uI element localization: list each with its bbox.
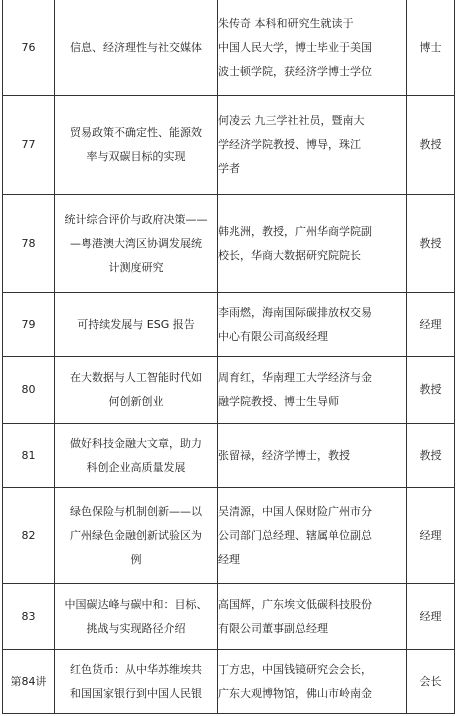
row-title: 教授 — [407, 96, 455, 195]
row-title: 经理 — [407, 584, 455, 650]
table-row — [3, 650, 455, 714]
row-speaker: 吴清源，中国人保财险广州市分 公司部门总经理、辖属单位副总 经理 — [218, 504, 372, 566]
table-row — [3, 96, 455, 195]
table-row — [3, 584, 455, 650]
row-topic: 在大数据与人工智能时代如 何创新创业 — [70, 371, 202, 408]
row-topic: 信息、经济理性与社交媒体 — [70, 40, 202, 54]
row-number: 80 — [3, 357, 55, 424]
row-title: 教授 — [407, 424, 455, 488]
row-topic: 红色货币：从中华苏维埃共 和国国家银行到中国人民银 — [70, 662, 202, 700]
row-speaker: 李雨燃，海南国际碳排放权交易 中心有限公司高级经理 — [218, 305, 372, 343]
row-number: 79 — [3, 293, 55, 357]
table-row — [3, 357, 455, 424]
row-speaker: 丁方忠，中国钱镜研究会会长， 广东大观博物馆，佛山市岭南金 — [218, 662, 372, 700]
row-number: 第84讲 — [3, 650, 55, 714]
row-number: 82 — [3, 488, 55, 584]
row-speaker: 高国辉，广东埃文低碳科技股份 有限公司董事副总经理 — [218, 597, 372, 635]
row-number: 77 — [3, 96, 55, 195]
row-number: 76 — [3, 0, 55, 96]
row-speaker: 周育红，华南理工大学经济与金 融学院教授、博士生导师 — [218, 371, 372, 408]
table-row — [3, 488, 455, 584]
row-topic: 中国碳达峰与碳中和：目标、 挑战与实现路径介绍 — [64, 597, 208, 635]
table-row — [3, 195, 455, 293]
row-speaker: 何凌云 九三学社社员，暨南大 学经济学院教授、博导，珠江 学者 — [218, 114, 365, 175]
row-number: 81 — [3, 424, 55, 488]
row-speaker: 韩兆洲，教授，广州华商学院副 校长，华商大数据研究院院长 — [218, 224, 372, 262]
row-speaker: 张留禄，经济学博士，教授 — [218, 448, 350, 462]
row-topic: 绿色保险与机制创新——以 广州绿色金融创新试验区为 例 — [70, 504, 202, 566]
row-title: 博士 — [407, 0, 455, 96]
row-title: 教授 — [407, 357, 455, 424]
row-title: 教授 — [407, 195, 455, 293]
table-row — [3, 424, 455, 488]
table-row — [3, 0, 455, 96]
row-speaker: 朱传奇 本科和研究生就读于 中国人民大学，博士毕业于美国 波士顿学院，获经济学博士学位 — [218, 16, 372, 78]
row-topic: 做好科技金融大文章，助力 科创企业高质量发展 — [70, 436, 202, 474]
row-topic: 统计综合评价与政府决策—— —粤港澳大湾区协调发展统 计测度研究 — [64, 212, 208, 274]
row-title: 会长 — [407, 650, 455, 714]
row-number: 78 — [3, 195, 55, 293]
table-row — [3, 293, 455, 357]
row-topic: 可持续发展与 ESG 报告 — [77, 317, 195, 331]
row-number: 83 — [3, 584, 55, 650]
row-title: 经理 — [407, 488, 455, 584]
row-title: 经理 — [407, 293, 455, 357]
lecture-table — [2, 0, 455, 714]
row-topic: 贸易政策不确定性、能源效 率与双碳目标的实现 — [70, 126, 202, 163]
